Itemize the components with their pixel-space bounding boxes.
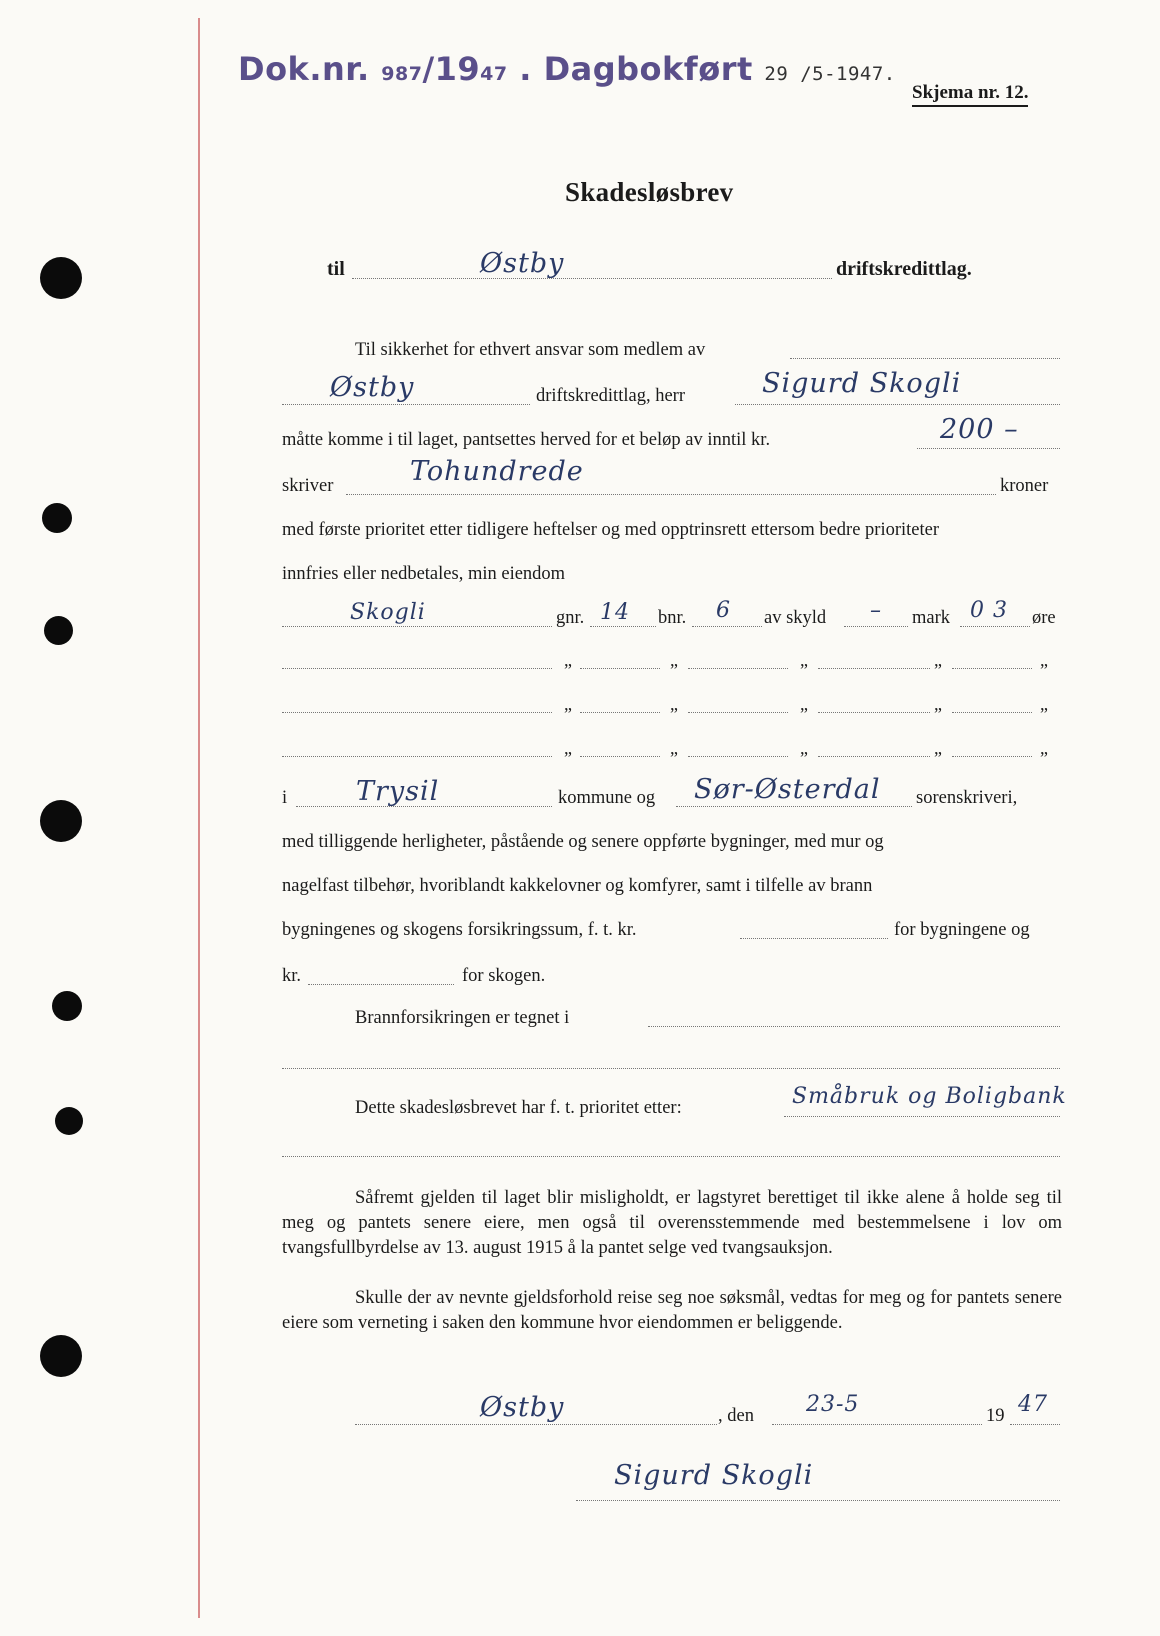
closing-paragraph-1-text: Såfremt gjelden til laget blir misligholdt, er lagstyret berettiget til ikke alene å holde seg til meg og pantets senere eiere, men også til overensstemmende med bestemmelsene i lov om tvangsfullbyrdelse av 13. august 1915 å la pantet selge ved tvangsauksjon. [282,1188,1062,1258]
ditto-mark: „ [670,650,678,670]
handwritten-bnr: 6 [716,598,731,623]
gnr-label: gnr. [556,608,585,628]
ditto-mark: „ [934,694,942,714]
dotted-fill-line [346,494,996,495]
ditto-mark: „ [564,738,572,758]
handwritten-signature: Sigurd Skogli [614,1460,814,1491]
ditto-mark: „ [934,738,942,758]
body-line-3b: for bygningene og [894,920,1030,940]
dotted-fill-line [580,668,660,669]
dotted-fill-line [580,756,660,757]
dotted-fill-line [1010,1424,1060,1425]
signature-line [576,1500,1060,1501]
red-margin-line [198,18,200,1618]
closing-paragraph-2 [282,1286,1062,1336]
ditto-mark: „ [670,738,678,758]
skriver-label: skriver [282,476,334,496]
lag-herr-label: driftskredittlag, herr [536,386,685,406]
stamp-dagbok-label: Dagbokført [543,50,753,88]
dotted-fill-line [952,712,1032,713]
body-line-3a: bygningenes og skogens forsikringssum, f. t. kr. [282,920,637,940]
dotted-fill-line [952,756,1032,757]
dotted-fill-line [952,668,1032,669]
dotted-fill-line [790,358,1060,359]
dotted-fill-line [648,1026,1060,1027]
dotted-fill-line [818,668,930,669]
dotted-fill-line [818,756,930,757]
registration-stamp [238,50,896,88]
document-title: Skadesløsbrev [565,177,734,207]
dotted-fill-line [308,984,454,985]
sorenskriveri-label: sorenskriveri, [916,788,1018,808]
handwritten-year: 47 [1018,1392,1048,1417]
bnr-label: bnr. [658,608,687,628]
driftskredittlag-label: driftskredittlag. [836,258,972,280]
handwritten-gnr: 14 [600,600,630,625]
punch-hole [55,1107,83,1135]
dotted-fill-line [960,626,1030,627]
punch-hole [40,800,82,842]
dotted-fill-line [590,626,656,627]
dotted-fill-line [282,668,552,669]
ditto-mark: „ [564,694,572,714]
i-label: i [282,788,288,808]
closing-paragraph-1 [282,1186,1062,1261]
brannforsikring-label: Brannforsikringen er tegnet i [355,1008,570,1028]
skyld-label: av skyld [764,608,827,628]
dotted-fill-line [692,626,762,627]
til-label: til [327,258,345,280]
dotted-fill-line [844,626,908,627]
handwritten-sorenskriveri: Sør-Østerdal [694,774,881,805]
handwritten-kommune: Trysil [356,776,440,807]
dotted-fill-line [282,1068,1060,1069]
mark-label: mark [912,608,951,628]
dotted-fill-line [735,404,1060,405]
kroner-label: kroner [1000,476,1049,496]
punch-hole [40,257,82,299]
stamp-slash: /19 [422,50,481,88]
punch-hole [52,991,82,1021]
dotted-fill-line [282,404,530,405]
prioritet-label: Dette skadesløsbrevet har f. t. prioritet etter: [355,1098,682,1118]
ditto-mark: „ [1040,738,1048,758]
stamp-doc-number: 987 [381,63,423,85]
dotted-fill-line [352,278,832,279]
dotted-fill-line [355,1424,717,1425]
ditto-mark: „ [670,694,678,714]
ditto-mark: „ [1040,694,1048,714]
para1-line3: måtte komme i til laget, pantsettes herved for et beløp av inntil kr. [282,430,771,450]
handwritten-date: 23-5 [806,1392,860,1417]
handwritten-prioritet: Småbruk og Boligbank [792,1084,1067,1109]
body-line-1: med tilliggende herligheter, påstående og senere oppførte bygninger, med mur og [282,832,884,852]
dotted-fill-line [818,712,930,713]
dotted-fill-line [282,626,552,627]
para1-line1: Til sikkerhet for ethvert ansvar som medlem av [355,340,706,360]
dotted-fill-line [784,1116,1060,1117]
stamp-dot: . [519,50,532,88]
ditto-mark: „ [800,694,808,714]
body-line-4a: kr. [282,966,302,986]
dotted-fill-line [282,756,552,757]
dotted-fill-line [688,668,788,669]
schema-number: Skjema nr. 12. [912,82,1028,107]
dotted-fill-line [688,712,788,713]
dotted-fill-line [676,806,912,807]
dotted-fill-line [772,1424,982,1425]
dotted-fill-line [688,756,788,757]
ditto-mark: „ [1040,650,1048,670]
ore-label: øre [1032,608,1056,628]
handwritten-skyld: – [870,598,882,623]
para1-line6: innfries eller nedbetales, min eiendom [282,564,566,584]
ditto-mark: „ [800,650,808,670]
handwritten-mark: 0 3 [970,598,1008,623]
dotted-fill-line [580,712,660,713]
stamp-year: 47 [480,63,508,85]
stamp-doc-label: Dok.nr. [238,50,370,88]
handwritten-property-name: Skogli [350,600,426,625]
body-line-4b: for skogen. [462,966,546,986]
handwritten-amount-words: Tohundrede [410,456,584,487]
den-label: , den [718,1406,754,1426]
closing-paragraph-2-text: Skulle der av nevnte gjeldsforhold reise seg noe søksmål, vedtas for meg og for pantets senere eiere som verneting i saken den kommune hvor eiendommen er beliggende. [282,1288,1062,1333]
dotted-fill-line [282,1156,1060,1157]
handwritten-member-name: Sigurd Skogli [762,368,962,399]
handwritten-lag-name: Østby [480,248,565,279]
kommune-label: kommune og [558,788,656,808]
body-line-2: nagelfast tilbehør, hvoriblandt kakkelovner og komfyrer, samt i tilfelle av brann [282,876,873,896]
year-prefix: 19 [986,1406,1005,1426]
handwritten-place: Østby [480,1392,565,1423]
para1-line5: med første prioritet etter tidligere heftelser og med opptrinsrett ettersom bedre prioriteter [282,520,940,540]
ditto-mark: „ [564,650,572,670]
punch-hole [40,1335,82,1377]
ditto-mark: „ [800,738,808,758]
handwritten-amount: 200 – [940,414,1019,445]
ditto-mark: „ [934,650,942,670]
dotted-fill-line [917,448,1060,449]
punch-hole [42,503,72,533]
dotted-fill-line [282,712,552,713]
handwritten-lag-name-2: Østby [330,372,415,403]
dotted-fill-line [740,938,888,939]
punch-hole [44,616,73,645]
stamp-date: 29 /5-1947. [764,63,896,85]
